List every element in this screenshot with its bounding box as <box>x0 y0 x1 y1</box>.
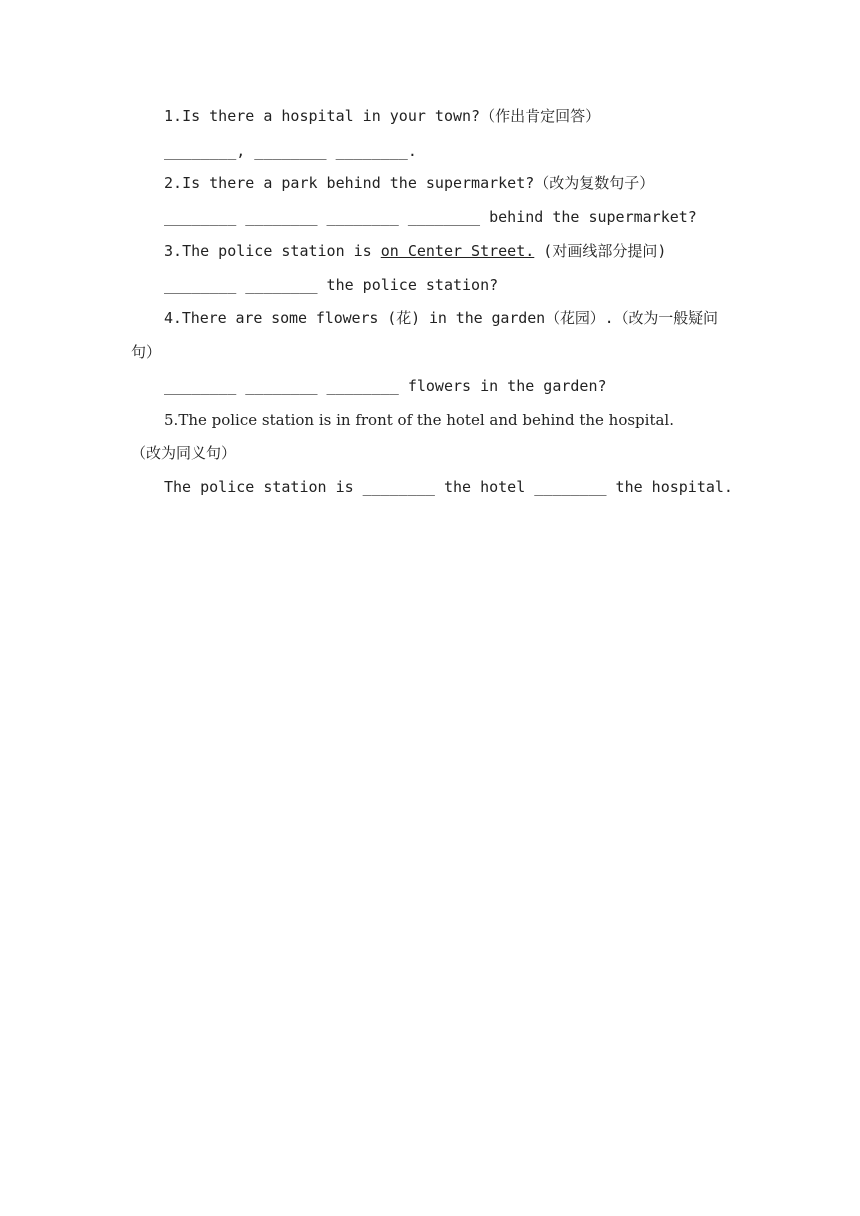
question-prompt: The police station is <box>182 242 381 260</box>
answer-line-1: ________, ________ ________. <box>164 142 417 160</box>
answer-line-4: ________ ________ ________ flowers in the garden? <box>164 377 607 395</box>
answer-line-5: The police station is ________ the hotel ________ the hospital. <box>164 478 733 496</box>
question-number: 5. <box>164 411 179 429</box>
answer-line-3: ________ ________ the police station? <box>164 276 499 294</box>
question-prompt: Is there a park behind the supermarket? <box>182 174 535 192</box>
question-4 <box>164 308 718 328</box>
question-number: 3. <box>164 242 183 260</box>
question-3 <box>164 241 666 261</box>
question-instruction: (对画线部分提问) <box>534 242 667 260</box>
question-number: 1. <box>164 107 183 125</box>
question-5 <box>164 410 674 430</box>
question-4-wrap: 句） <box>131 343 162 361</box>
question-instruction: （作出肯定回答） <box>480 107 601 125</box>
question-prompt: There are some flowers (花) in the garden（花园）.（改为一般疑问 <box>181 309 718 327</box>
question-number: 4. <box>164 309 182 327</box>
question-prompt: Is there a hospital in your town? <box>182 107 481 125</box>
question-5-wrap: （改为同义句） <box>131 444 237 462</box>
question-instruction: （改为复数句子） <box>534 174 655 192</box>
question-1 <box>164 106 600 126</box>
answer-line-2: ________ ________ ________ ________ behind the supermarket? <box>164 208 697 226</box>
question-number: 2. <box>164 174 183 192</box>
underlined-phrase: on Center Street. <box>380 242 535 260</box>
question-2 <box>164 173 654 193</box>
question-prompt: The police station is in front of the hotel and behind the hospital. <box>178 411 674 429</box>
